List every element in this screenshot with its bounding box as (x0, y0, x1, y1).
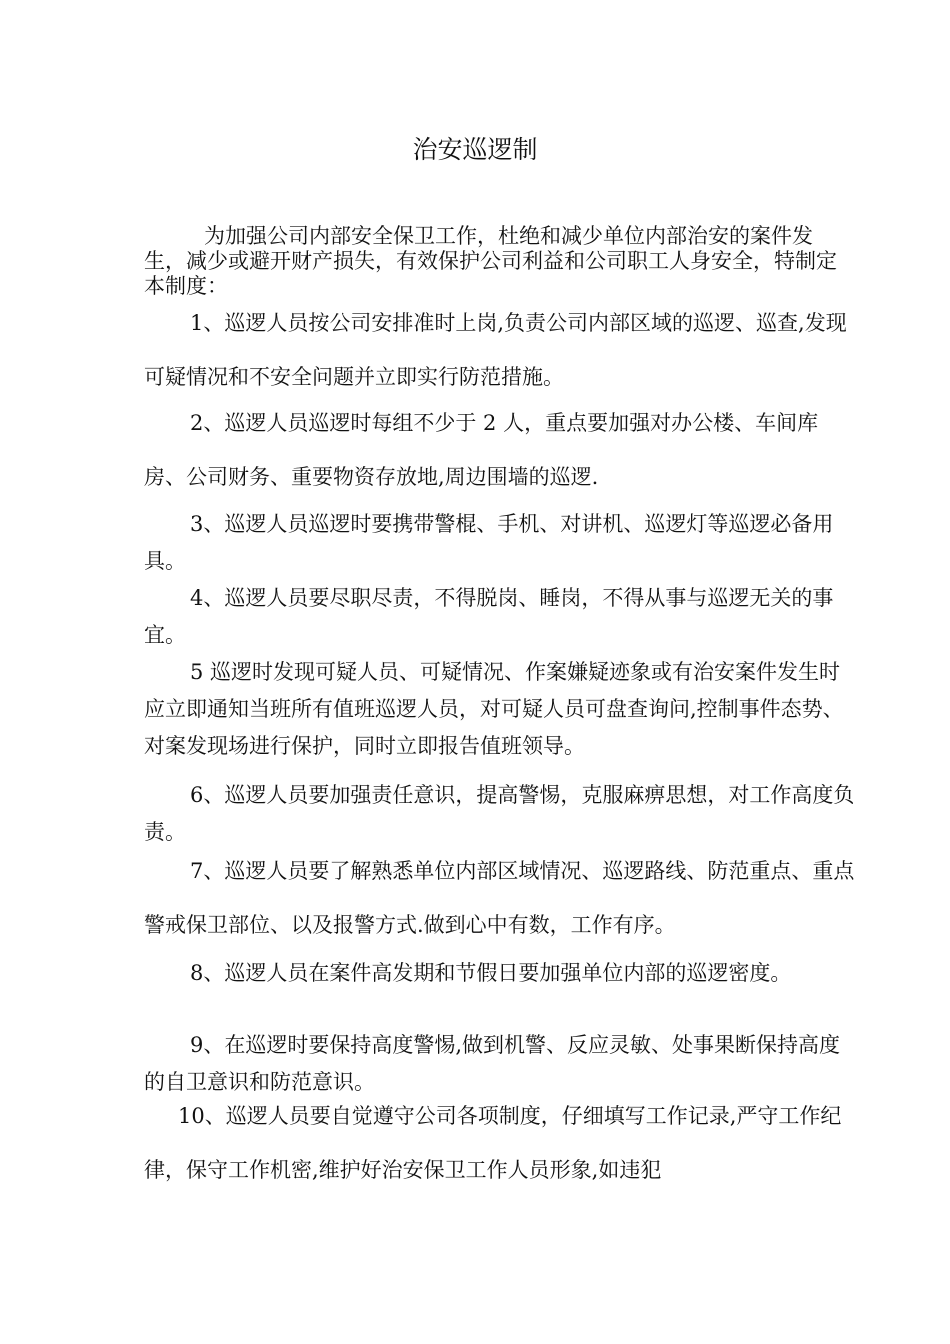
rule-item-5: 5 巡逻时发现可疑人员、可疑情况、作案嫌疑迹象或有治安案件发生时应立即通知当班所有值班巡逻人员，对可疑人员可盘查询问,控制事件态势、对案发现场进行保护，同时立即报告值班领导。 (144, 660, 844, 758)
rule-item-3: 3、巡逻人员巡逻时要携带警棍、手机、对讲机、巡逻灯等巡逻必备用具。 (144, 512, 834, 573)
rule-item-8: 8、巡逻人员在案件高发期和节假日要加强单位内部的巡逻密度。 (190, 961, 792, 985)
rule-item-10: 10、巡逻人员要自觉遵守公司各项制度，仔细填写工作记录,严守工作纪律，保守工作机密,维护好治安保卫工作人员形象,如违犯 (144, 1104, 842, 1182)
rule-item-6: 6、巡逻人员要加强责任意识，提高警惕，克服麻痹思想，对工作高度负责。 (144, 783, 855, 844)
rule-item-1: 1、巡逻人员按公司安排准时上岗,负责公司内部区域的巡逻、巡查,发现可疑情况和不安全问题并立即实行防范措施。 (144, 311, 847, 389)
rule-item-7: 7、巡逻人员要了解熟悉单位内部区域情况、巡逻路线、防范重点、重点警戒保卫部位、以及报警方式.做到心中有数，工作有序。 (144, 859, 855, 937)
rule-item-9: 9、在巡逻时要保持高度警惕,做到机警、反应灵敏、处事果断保持高度的自卫意识和防范意识。 (144, 1033, 841, 1094)
rule-item-4: 4、巡逻人员要尽职尽责，不得脱岗、睡岗，不得从事与巡逻无关的事宜。 (144, 586, 834, 647)
rule-item-2: 2、巡逻人员巡逻时每组不少于 2 人，重点要加强对办公楼、车间库房、公司财务、重要物资存放地,周边围墙的巡逻. (144, 411, 819, 489)
document-title: 治安巡逻制 (412, 135, 538, 164)
intro-paragraph: 为加强公司内部安全保卫工作，杜绝和减少单位内部治安的案件发生，减少或避开财产损失，有效保护公司利益和公司职工人身安全，特制定本制度： (144, 224, 837, 298)
